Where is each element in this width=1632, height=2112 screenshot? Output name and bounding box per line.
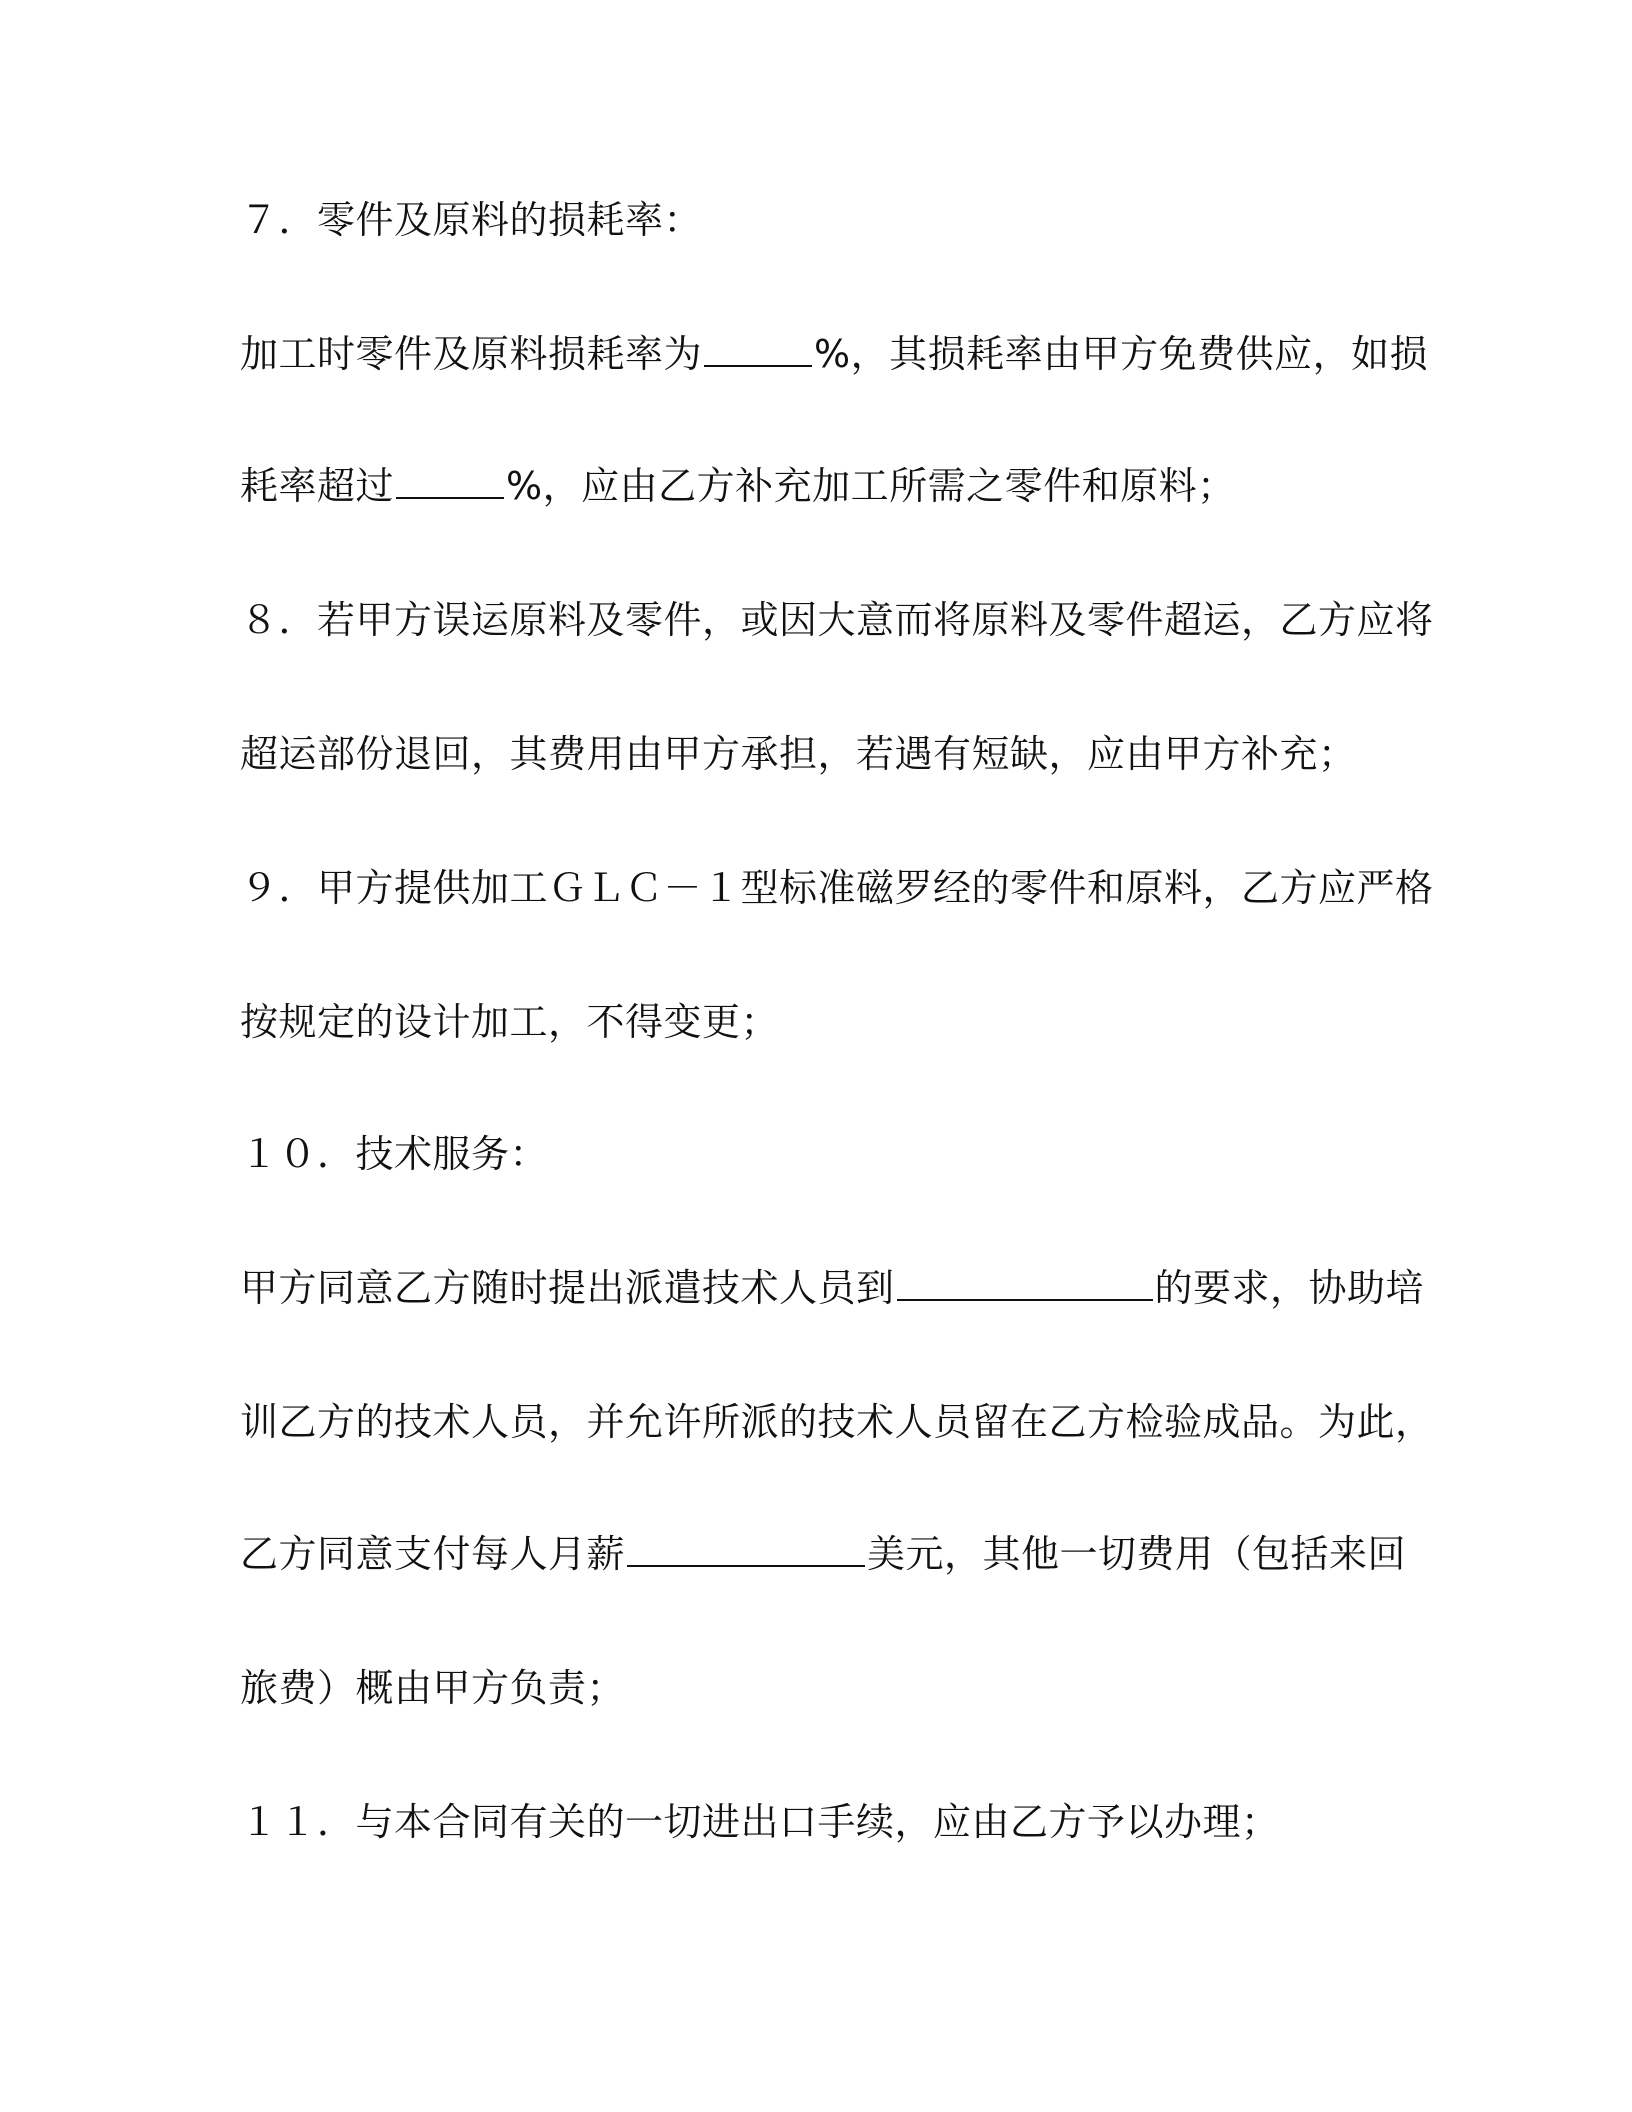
clause-10-heading bbox=[240, 1130, 548, 1178]
fill-blank[interactable] bbox=[897, 1265, 1153, 1301]
clause-10-body-line-1 bbox=[240, 1264, 1424, 1312]
clause-10-body-line-4 bbox=[240, 1664, 625, 1712]
text-segment: 乙方同意支付每人月薪 bbox=[240, 1532, 626, 1576]
clause-9-line-2 bbox=[240, 998, 779, 1046]
text: １０．技术服务： bbox=[240, 1132, 549, 1176]
text-segment: 加工时零件及原料损耗率为 bbox=[240, 332, 703, 376]
fill-blank[interactable] bbox=[396, 463, 504, 499]
text-segment: 的要求，协助培 bbox=[1154, 1266, 1425, 1310]
text: ９．甲方提供加工ＧＬＣ－１型标准磁罗经的零件和原料，乙方应严格 bbox=[240, 866, 1434, 910]
clause-10-body-line-2 bbox=[240, 1398, 1434, 1446]
text-segment: %，其损耗率由甲方免费供应，如损 bbox=[814, 332, 1429, 376]
text: ８．若甲方误运原料及零件，或因大意而将原料及零件超运，乙方应将 bbox=[240, 598, 1434, 642]
fill-blank[interactable] bbox=[704, 331, 812, 367]
clause-7-body-line-1 bbox=[240, 330, 1428, 378]
text-segment: 美元，其他一切费用（包括来回 bbox=[867, 1532, 1407, 1576]
clause-7-body-line-2 bbox=[240, 462, 1236, 510]
text: １１．与本合同有关的一切进出口手续，应由乙方予以办理； bbox=[240, 1800, 1280, 1844]
clause-11-line-1 bbox=[240, 1798, 1280, 1846]
clause-9-line-1 bbox=[240, 864, 1434, 912]
text: 按规定的设计加工，不得变更； bbox=[240, 1000, 780, 1044]
text: 超运部份退回，其费用由甲方承担，若遇有短缺，应由甲方补充； bbox=[240, 732, 1357, 776]
text-segment: 甲方同意乙方随时提出派遣技术人员到 bbox=[240, 1266, 895, 1310]
clause-10-body-line-3 bbox=[240, 1530, 1406, 1578]
text-segment: %，应由乙方补充加工所需之零件和原料； bbox=[506, 464, 1236, 508]
fill-blank[interactable] bbox=[627, 1531, 865, 1567]
text-segment: 耗率超过 bbox=[240, 464, 395, 508]
clause-7-heading bbox=[240, 196, 702, 244]
text: 旅费）概由甲方负责； bbox=[240, 1666, 626, 1710]
text: ７．零件及原料的损耗率： bbox=[240, 198, 703, 242]
text: 训乙方的技术人员，并允许所派的技术人员留在乙方检验成品。为此， bbox=[240, 1400, 1434, 1444]
clause-8-line-2 bbox=[240, 730, 1357, 778]
clause-8-line-1 bbox=[240, 596, 1434, 644]
